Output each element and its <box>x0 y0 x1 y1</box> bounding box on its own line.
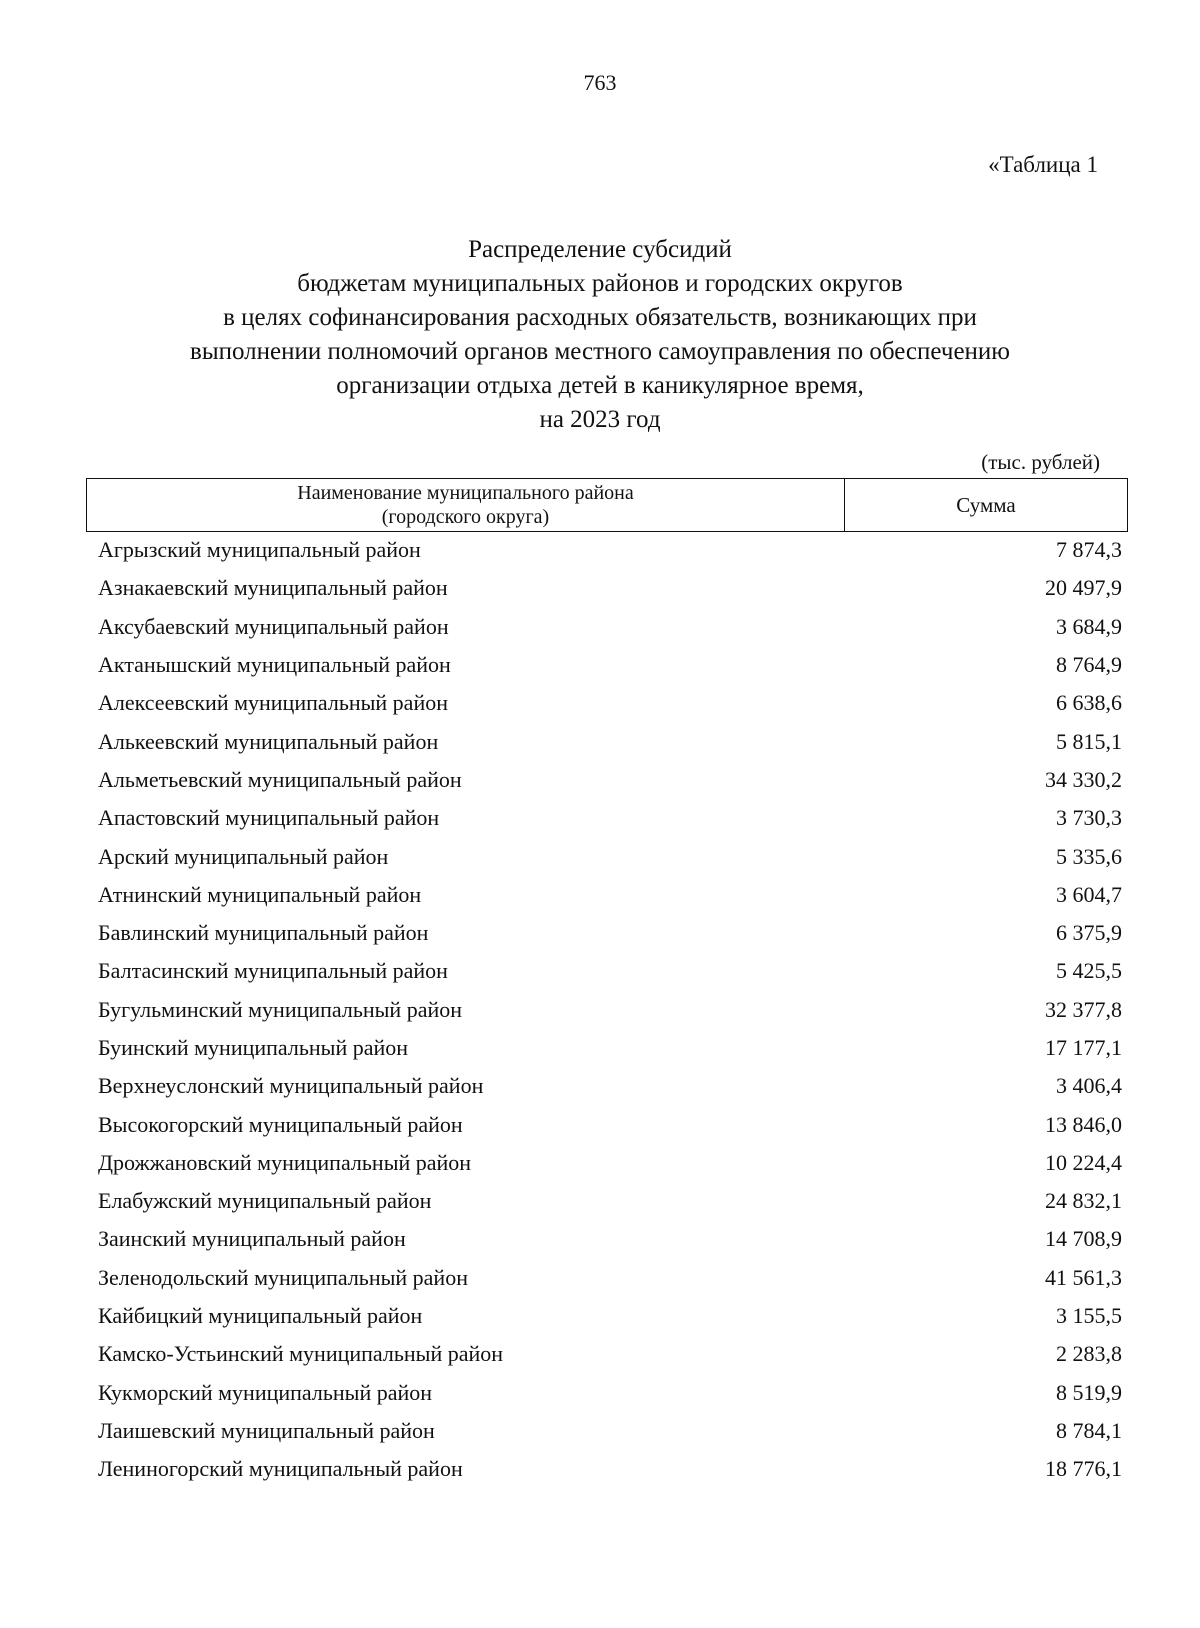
subsidy-amount: 7 874,3 <box>1056 537 1122 563</box>
table-row <box>98 1335 1122 1373</box>
district-name: Кайбицкий муниципальный район <box>98 1303 423 1329</box>
table-row <box>98 531 1122 569</box>
subsidy-amount: 5 815,1 <box>1056 728 1122 754</box>
district-name: Апастовский муниципальный район <box>98 805 440 831</box>
table-row <box>98 914 1122 952</box>
district-name: Заинский муниципальный район <box>98 1226 406 1252</box>
column-header-name-line2: (городского округа) <box>381 506 550 528</box>
district-name: Высокогорский муниципальный район <box>98 1111 463 1137</box>
table-row <box>98 837 1122 875</box>
district-name: Балтасинский муниципальный район <box>98 958 448 984</box>
table-row <box>98 1105 1122 1143</box>
subsidy-amount: 24 832,1 <box>1045 1188 1122 1214</box>
table-row <box>98 1067 1122 1105</box>
subsidy-amount: 10 224,4 <box>1045 1149 1122 1175</box>
table-row <box>98 1259 1122 1297</box>
subsidy-amount: 8 784,1 <box>1056 1417 1122 1443</box>
district-name: Атнинский муниципальный район <box>98 881 422 907</box>
district-name: Алексеевский муниципальный район <box>98 690 448 716</box>
title-line: Распределение субсидий <box>468 236 732 263</box>
table-label: «Таблица 1 <box>988 152 1098 177</box>
district-name: Азнакаевский муниципальный район <box>98 575 448 601</box>
title-line: на 2023 год <box>539 406 661 433</box>
table-row <box>98 876 1122 914</box>
table-row <box>98 646 1122 684</box>
district-name: Алькеевский муниципальный район <box>98 728 439 754</box>
subsidy-amount: 34 330,2 <box>1045 766 1122 792</box>
column-header-sum: Сумма <box>956 492 1016 517</box>
district-name: Буинский муниципальный район <box>98 1035 409 1060</box>
subsidy-amount: 32 377,8 <box>1045 996 1122 1022</box>
district-name: Дрожжановский муниципальный район <box>98 1149 472 1175</box>
table-row <box>98 608 1122 646</box>
subsidy-amount: 3 155,5 <box>1056 1303 1122 1329</box>
subsidy-amount: 6 375,9 <box>1056 920 1122 946</box>
subsidy-amount: 18 776,1 <box>1045 1456 1122 1482</box>
subsidy-amount: 41 561,3 <box>1045 1264 1122 1290</box>
subsidy-amount: 5 335,6 <box>1056 843 1122 869</box>
district-name: Кукморский муниципальный район <box>98 1379 433 1405</box>
subsidy-amount: 5 425,5 <box>1056 958 1122 984</box>
table-row <box>98 761 1122 799</box>
table-row <box>98 1297 1122 1335</box>
title-line: в целях софинансирования расходных обязательств, возникающих при <box>223 304 977 331</box>
district-name: Лаишевский муниципальный район <box>98 1417 435 1443</box>
column-header-name <box>87 479 845 531</box>
column-header-name-line1: Наименование муниципального района <box>297 482 634 504</box>
subsidy-amount: 3 604,7 <box>1056 881 1122 907</box>
subsidy-amount: 3 730,3 <box>1056 805 1122 831</box>
table-row <box>98 569 1122 607</box>
district-name: Альметьевский муниципальный район <box>98 766 462 792</box>
subsidy-amount: 3 684,9 <box>1056 613 1122 639</box>
document-title <box>100 233 1100 437</box>
district-name: Елабужский муниципальный район <box>98 1188 432 1214</box>
units-label: (тыс. рублей) <box>981 450 1100 474</box>
table-row <box>98 991 1122 1029</box>
district-name: Бугульминский муниципальный район <box>98 996 463 1022</box>
district-name: Бавлинский муниципальный район <box>98 920 429 946</box>
district-name: Верхнеуслонский муниципальный район <box>98 1073 484 1099</box>
table-header <box>86 478 1128 532</box>
district-name: Агрызский муниципальный район <box>98 537 421 563</box>
subsidy-amount: 20 497,9 <box>1045 575 1122 601</box>
table-row <box>98 1029 1122 1067</box>
subsidy-amount: 8 764,9 <box>1056 652 1122 678</box>
table-row <box>98 799 1122 837</box>
district-name: Камско-Устьинский муниципальный район <box>98 1341 504 1367</box>
table-row <box>98 1182 1122 1220</box>
title-line: организации отдыха детей в каникулярное время, <box>336 372 864 399</box>
table-row <box>98 1450 1122 1488</box>
subsidy-amount: 8 519,9 <box>1056 1379 1122 1405</box>
table-row <box>98 1412 1122 1450</box>
table-body <box>98 531 1122 1488</box>
subsidy-amount: 13 846,0 <box>1045 1111 1122 1137</box>
district-name: Арский муниципальный район <box>98 843 389 869</box>
district-name: Зеленодольский муниципальный район <box>98 1264 468 1290</box>
table-row <box>98 722 1122 760</box>
subsidy-amount: 17 177,1 <box>1045 1035 1122 1060</box>
table-row <box>98 1144 1122 1182</box>
subsidy-amount: 14 708,9 <box>1045 1226 1122 1252</box>
page-number: 763 <box>583 70 617 95</box>
subsidy-amount: 3 406,4 <box>1056 1073 1122 1099</box>
table-row <box>98 684 1122 722</box>
table-row <box>98 1220 1122 1258</box>
subsidy-amount: 6 638,6 <box>1056 690 1122 716</box>
district-name: Лениногорский муниципальный район <box>98 1456 463 1482</box>
district-name: Актанышский муниципальный район <box>98 652 451 678</box>
title-line: бюджетам муниципальных районов и городских округов <box>297 270 903 297</box>
district-name: Аксубаевский муниципальный район <box>98 613 449 639</box>
title-line: выполнении полномочий органов местного самоуправления по обеспечению <box>190 338 1010 365</box>
table-row <box>98 952 1122 990</box>
subsidy-amount: 2 283,8 <box>1056 1341 1122 1367</box>
table-row <box>98 1374 1122 1412</box>
